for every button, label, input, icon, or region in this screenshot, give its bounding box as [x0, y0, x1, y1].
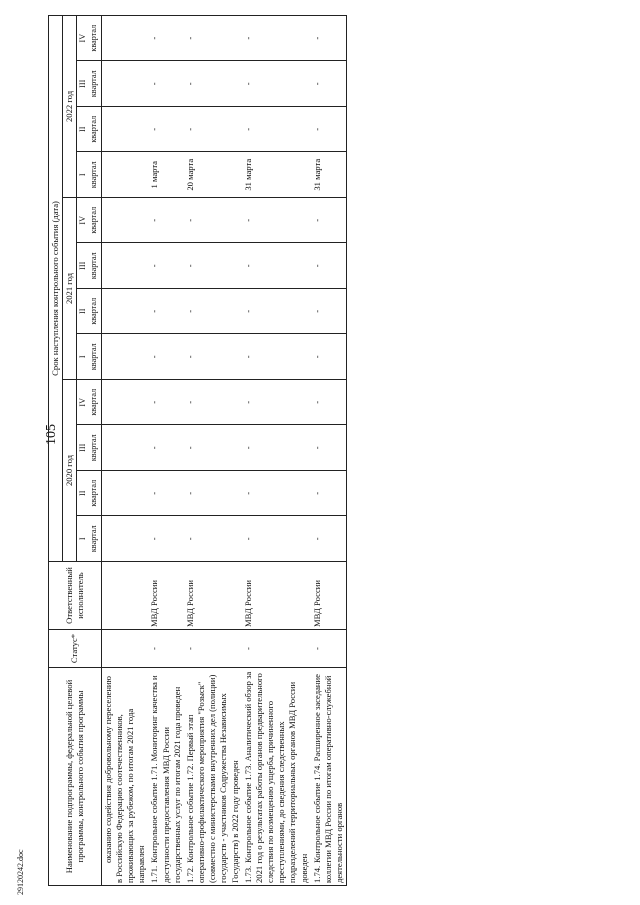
- page-number: 105: [44, 424, 59, 445]
- row-quarter-value: 31 марта: [242, 152, 311, 198]
- header-name: Наименование подпрограммы, федеральной целевой программы, контрольного события программы: [49, 668, 102, 886]
- row-quarter-value: -: [242, 61, 311, 107]
- row-quarter-value: [101, 471, 148, 517]
- row-quarter-value: -: [242, 15, 311, 61]
- row-responsible: МВД России: [184, 562, 242, 630]
- row-number: 1.71.: [149, 865, 160, 883]
- rotated-sheet: [48, 18, 345, 886]
- row-quarter-value: -: [148, 516, 184, 562]
- footer-filename: 29120242.doc: [16, 849, 25, 895]
- row-quarter-value: -: [184, 380, 242, 426]
- row-quarter-value: -: [311, 107, 347, 153]
- table-row: [101, 15, 148, 885]
- row-quarter-value: -: [148, 289, 184, 335]
- row-quarter-value: -: [184, 425, 242, 471]
- row-quarter-value: -: [311, 289, 347, 335]
- row-name: оказанию содействия добровольному переселению в Российскую Федерацию соотечественников, проживающих за рубежом, по итогам 2021 года направлен: [102, 676, 147, 883]
- row-name-cell: [311, 668, 347, 886]
- row-status: -: [242, 630, 311, 668]
- row-responsible: МВД России: [148, 562, 184, 630]
- header-quarter: III квартал: [77, 243, 101, 289]
- row-quarter-value: -: [184, 243, 242, 289]
- row-name: Контрольное событие 1.72. Первый этап оперативно-профилактического мероприятия "Розыск" (совместно с министерствами внутренних дел (полиции) государств - участников Содружества Независимых Государств) в 2022 году проведен: [184, 674, 240, 883]
- row-quarter-value: [101, 107, 148, 153]
- row-quarter-value: -: [148, 61, 184, 107]
- header-year: 2020 год: [63, 380, 77, 562]
- row-quarter-value: [101, 15, 148, 61]
- row-quarter-value: [101, 61, 148, 107]
- row-quarter-value: -: [184, 516, 242, 562]
- row-quarter-value: 20 марта: [184, 152, 242, 198]
- row-quarter-value: 31 марта: [311, 152, 347, 198]
- row-name: Контрольное событие 1.71. Мониторинг качества и доступности предоставления МВД России государственных услуг по итогам 2021 года проведен: [149, 675, 182, 883]
- row-quarter-value: [101, 198, 148, 244]
- row-name: Контрольное событие 1.74. Расширенное заседание коллегии МВД России по итогам оперативно-служебной деятельности органов: [311, 674, 345, 883]
- header-quarter: I квартал: [77, 516, 101, 562]
- row-quarter-value: -: [242, 334, 311, 380]
- row-quarter-value: -: [242, 516, 311, 562]
- row-quarter-value: -: [242, 425, 311, 471]
- row-responsible: [101, 562, 148, 630]
- table-row: [311, 15, 347, 885]
- header-year: 2022 год: [63, 15, 77, 197]
- row-status: -: [311, 630, 347, 668]
- row-responsible: МВД России: [311, 562, 347, 630]
- row-quarter-value: [101, 334, 148, 380]
- row-quarter-value: -: [148, 15, 184, 61]
- row-quarter-value: -: [148, 107, 184, 153]
- row-quarter-value: -: [242, 289, 311, 335]
- row-number: 1.73.: [242, 865, 253, 883]
- row-quarter-value: -: [148, 425, 184, 471]
- row-quarter-value: [101, 425, 148, 471]
- row-status: -: [184, 630, 242, 668]
- row-quarter-value: -: [242, 243, 311, 289]
- row-quarter-value: -: [184, 61, 242, 107]
- row-quarter-value: [101, 243, 148, 289]
- header-quarter: IV квартал: [77, 198, 101, 244]
- row-quarter-value: -: [311, 334, 347, 380]
- row-quarter-value: -: [242, 380, 311, 426]
- row-quarter-value: -: [311, 61, 347, 107]
- row-quarter-value: [101, 152, 148, 198]
- row-quarter-value: -: [242, 471, 311, 517]
- row-name-cell: [101, 668, 148, 886]
- row-quarter-value: -: [311, 471, 347, 517]
- header-quarter: IV квартал: [77, 15, 101, 61]
- header-quarter: III квартал: [77, 425, 101, 471]
- table-row: [184, 15, 242, 885]
- row-quarter-value: -: [311, 425, 347, 471]
- row-quarter-value: -: [184, 471, 242, 517]
- row-quarter-value: -: [148, 471, 184, 517]
- row-quarter-value: -: [184, 289, 242, 335]
- header-quarter: III квартал: [77, 61, 101, 107]
- table-row: [148, 15, 184, 885]
- row-quarter-value: -: [242, 198, 311, 244]
- header-year: 2021 год: [63, 198, 77, 380]
- header-quarter: II квартал: [77, 289, 101, 335]
- header-status: Статус*: [49, 630, 102, 668]
- row-name: Контрольное событие 1.73. Аналитический обзор за 2021 год о результатах работы органов предварительного следствия по возмещению ущерба, причиненного преступлениями, до сведения следственных подразделений территориальных органов МВД России доведен: [242, 671, 309, 883]
- row-name-cell: [242, 668, 311, 886]
- row-name-cell: [184, 668, 242, 886]
- row-name-cell: [148, 668, 184, 886]
- row-quarter-value: -: [184, 15, 242, 61]
- row-quarter-value: 1 марта: [148, 152, 184, 198]
- row-quarter-value: -: [148, 334, 184, 380]
- row-status: -: [148, 630, 184, 668]
- row-status: [101, 630, 148, 668]
- row-quarter-value: [101, 289, 148, 335]
- row-quarter-value: -: [311, 198, 347, 244]
- row-quarter-value: -: [311, 380, 347, 426]
- header-quarter: I квартал: [77, 334, 101, 380]
- row-quarter-value: -: [184, 198, 242, 244]
- header-deadline: Срок наступления контрольного события (дата): [49, 15, 63, 561]
- header-responsible: Ответственный исполнитель: [49, 562, 102, 630]
- row-quarter-value: -: [148, 198, 184, 244]
- row-quarter-value: -: [311, 516, 347, 562]
- row-quarter-value: -: [242, 107, 311, 153]
- row-quarter-value: -: [311, 243, 347, 289]
- row-quarter-value: -: [148, 380, 184, 426]
- row-quarter-value: -: [184, 107, 242, 153]
- row-quarter-value: -: [148, 243, 184, 289]
- table-body: [101, 15, 347, 885]
- row-number: 1.72.: [184, 865, 195, 883]
- row-quarter-value: [101, 380, 148, 426]
- control-events-table: [48, 15, 347, 886]
- header-quarter: II квартал: [77, 107, 101, 153]
- header-quarter: IV квартал: [77, 380, 101, 426]
- row-responsible: МВД России: [242, 562, 311, 630]
- row-number: 1.74.: [311, 865, 322, 883]
- row-quarter-value: [101, 516, 148, 562]
- table-row: [242, 15, 311, 885]
- row-quarter-value: -: [311, 15, 347, 61]
- row-quarter-value: -: [184, 334, 242, 380]
- header-quarter: I квартал: [77, 152, 101, 198]
- header-quarter: II квартал: [77, 471, 101, 517]
